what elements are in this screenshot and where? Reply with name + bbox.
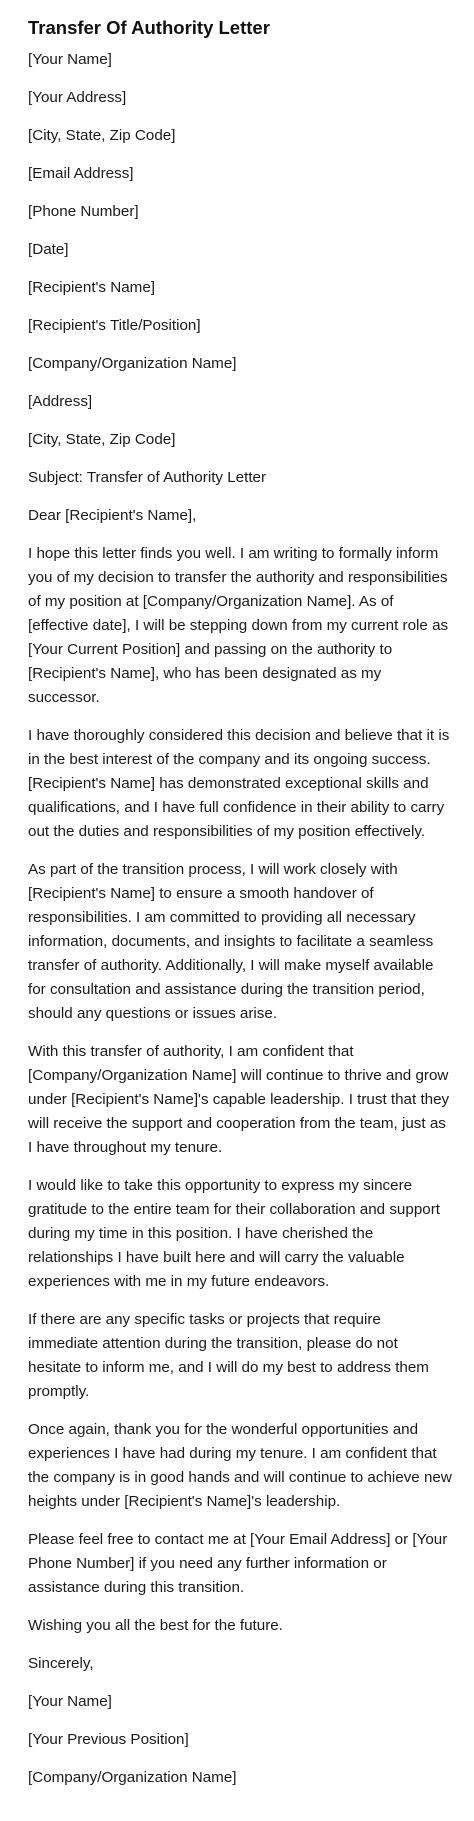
recipient-name: [Recipient's Name] (28, 279, 155, 296)
closing-wish: Wishing you all the best for the future. (28, 1617, 283, 1634)
body-paragraph: With this transfer of authority, I am confident that [Company/Organization Name] will continue to thrive and grow under [Recipient's Name]'s capable leadership. I trust that they will receive the support and cooperation from the team, just as I have throughout my tenure. (28, 1043, 450, 1156)
sender-email: [Email Address] (28, 165, 134, 182)
letter-body (28, 542, 454, 1638)
sender-block (28, 48, 454, 262)
recipient-address: [Address] (28, 393, 93, 410)
signature-company: [Company/Organization Name] (28, 1769, 237, 1786)
signature-position: [Your Previous Position] (28, 1731, 189, 1748)
sender-address: [Your Address] (28, 89, 127, 106)
recipient-company: [Company/Organization Name] (28, 355, 237, 372)
body-paragraph: As part of the transition process, I will work closely with [Recipient's Name] to ensure a smooth handover of responsibilities. I am committed to providing all necessary information, documents, and insights to facilitate a seamless transfer of authority. Additionally, I will make myself available for consultation and assistance during the transition period, should any questions or issues arise. (28, 861, 434, 1022)
letter-title: Transfer Of Authority Letter (28, 17, 270, 38)
sender-name: [Your Name] (28, 51, 112, 68)
body-paragraph: I have thoroughly considered this decision and believe that it is in the best interest of the company and its ongoing success. [Recipient's Name] has demonstrated exceptional skills and qualifications, and I have full confidence in their ability to carry out the duties and responsibilities of my position effectively. (28, 727, 450, 840)
body-paragraph: I would like to take this opportunity to express my sincere gratitude to the entire team for their collaboration and support during my time in this position. I have cherished the relationships I have built here and will carry the valuable experiences with me in my future endeavors. (28, 1177, 440, 1290)
recipient-title: [Recipient's Title/Position] (28, 317, 201, 334)
body-paragraph: Please feel free to contact me at [Your Email Address] or [Your Phone Number] if you need any further information or assistance during this transition. (28, 1531, 448, 1596)
signoff: Sincerely, (28, 1655, 94, 1672)
recipient-city: [City, State, Zip Code] (28, 431, 176, 448)
subject-line: Subject: Transfer of Authority Letter (28, 469, 267, 486)
body-paragraph: Once again, thank you for the wonderful opportunities and experiences I have had during my tenure. I am confident that the company is in good hands and will continue to achieve new heights under [Recipient's Name]'s leadership. (28, 1421, 452, 1510)
letter-date: [Date] (28, 241, 69, 258)
sender-phone: [Phone Number] (28, 203, 139, 220)
recipient-block (28, 276, 454, 452)
salutation: Dear [Recipient's Name], (28, 507, 197, 524)
signature-name: [Your Name] (28, 1693, 112, 1710)
sender-city: [City, State, Zip Code] (28, 127, 176, 144)
closing-block (28, 1652, 454, 1790)
body-paragraph: If there are any specific tasks or projects that require immediate attention during the transition, please do not hesitate to inform me, and I will do my best to address them promptly. (28, 1311, 429, 1400)
body-paragraph: I hope this letter finds you well. I am writing to formally inform you of my decision to transfer the authority and responsibilities of my position at [Company/Organization Name]. As of [effective date], I will be stepping down from my current role as [Your Current Position] and passing on the authority to [Recipient's Name], who has been designated as my successor. (28, 545, 449, 706)
